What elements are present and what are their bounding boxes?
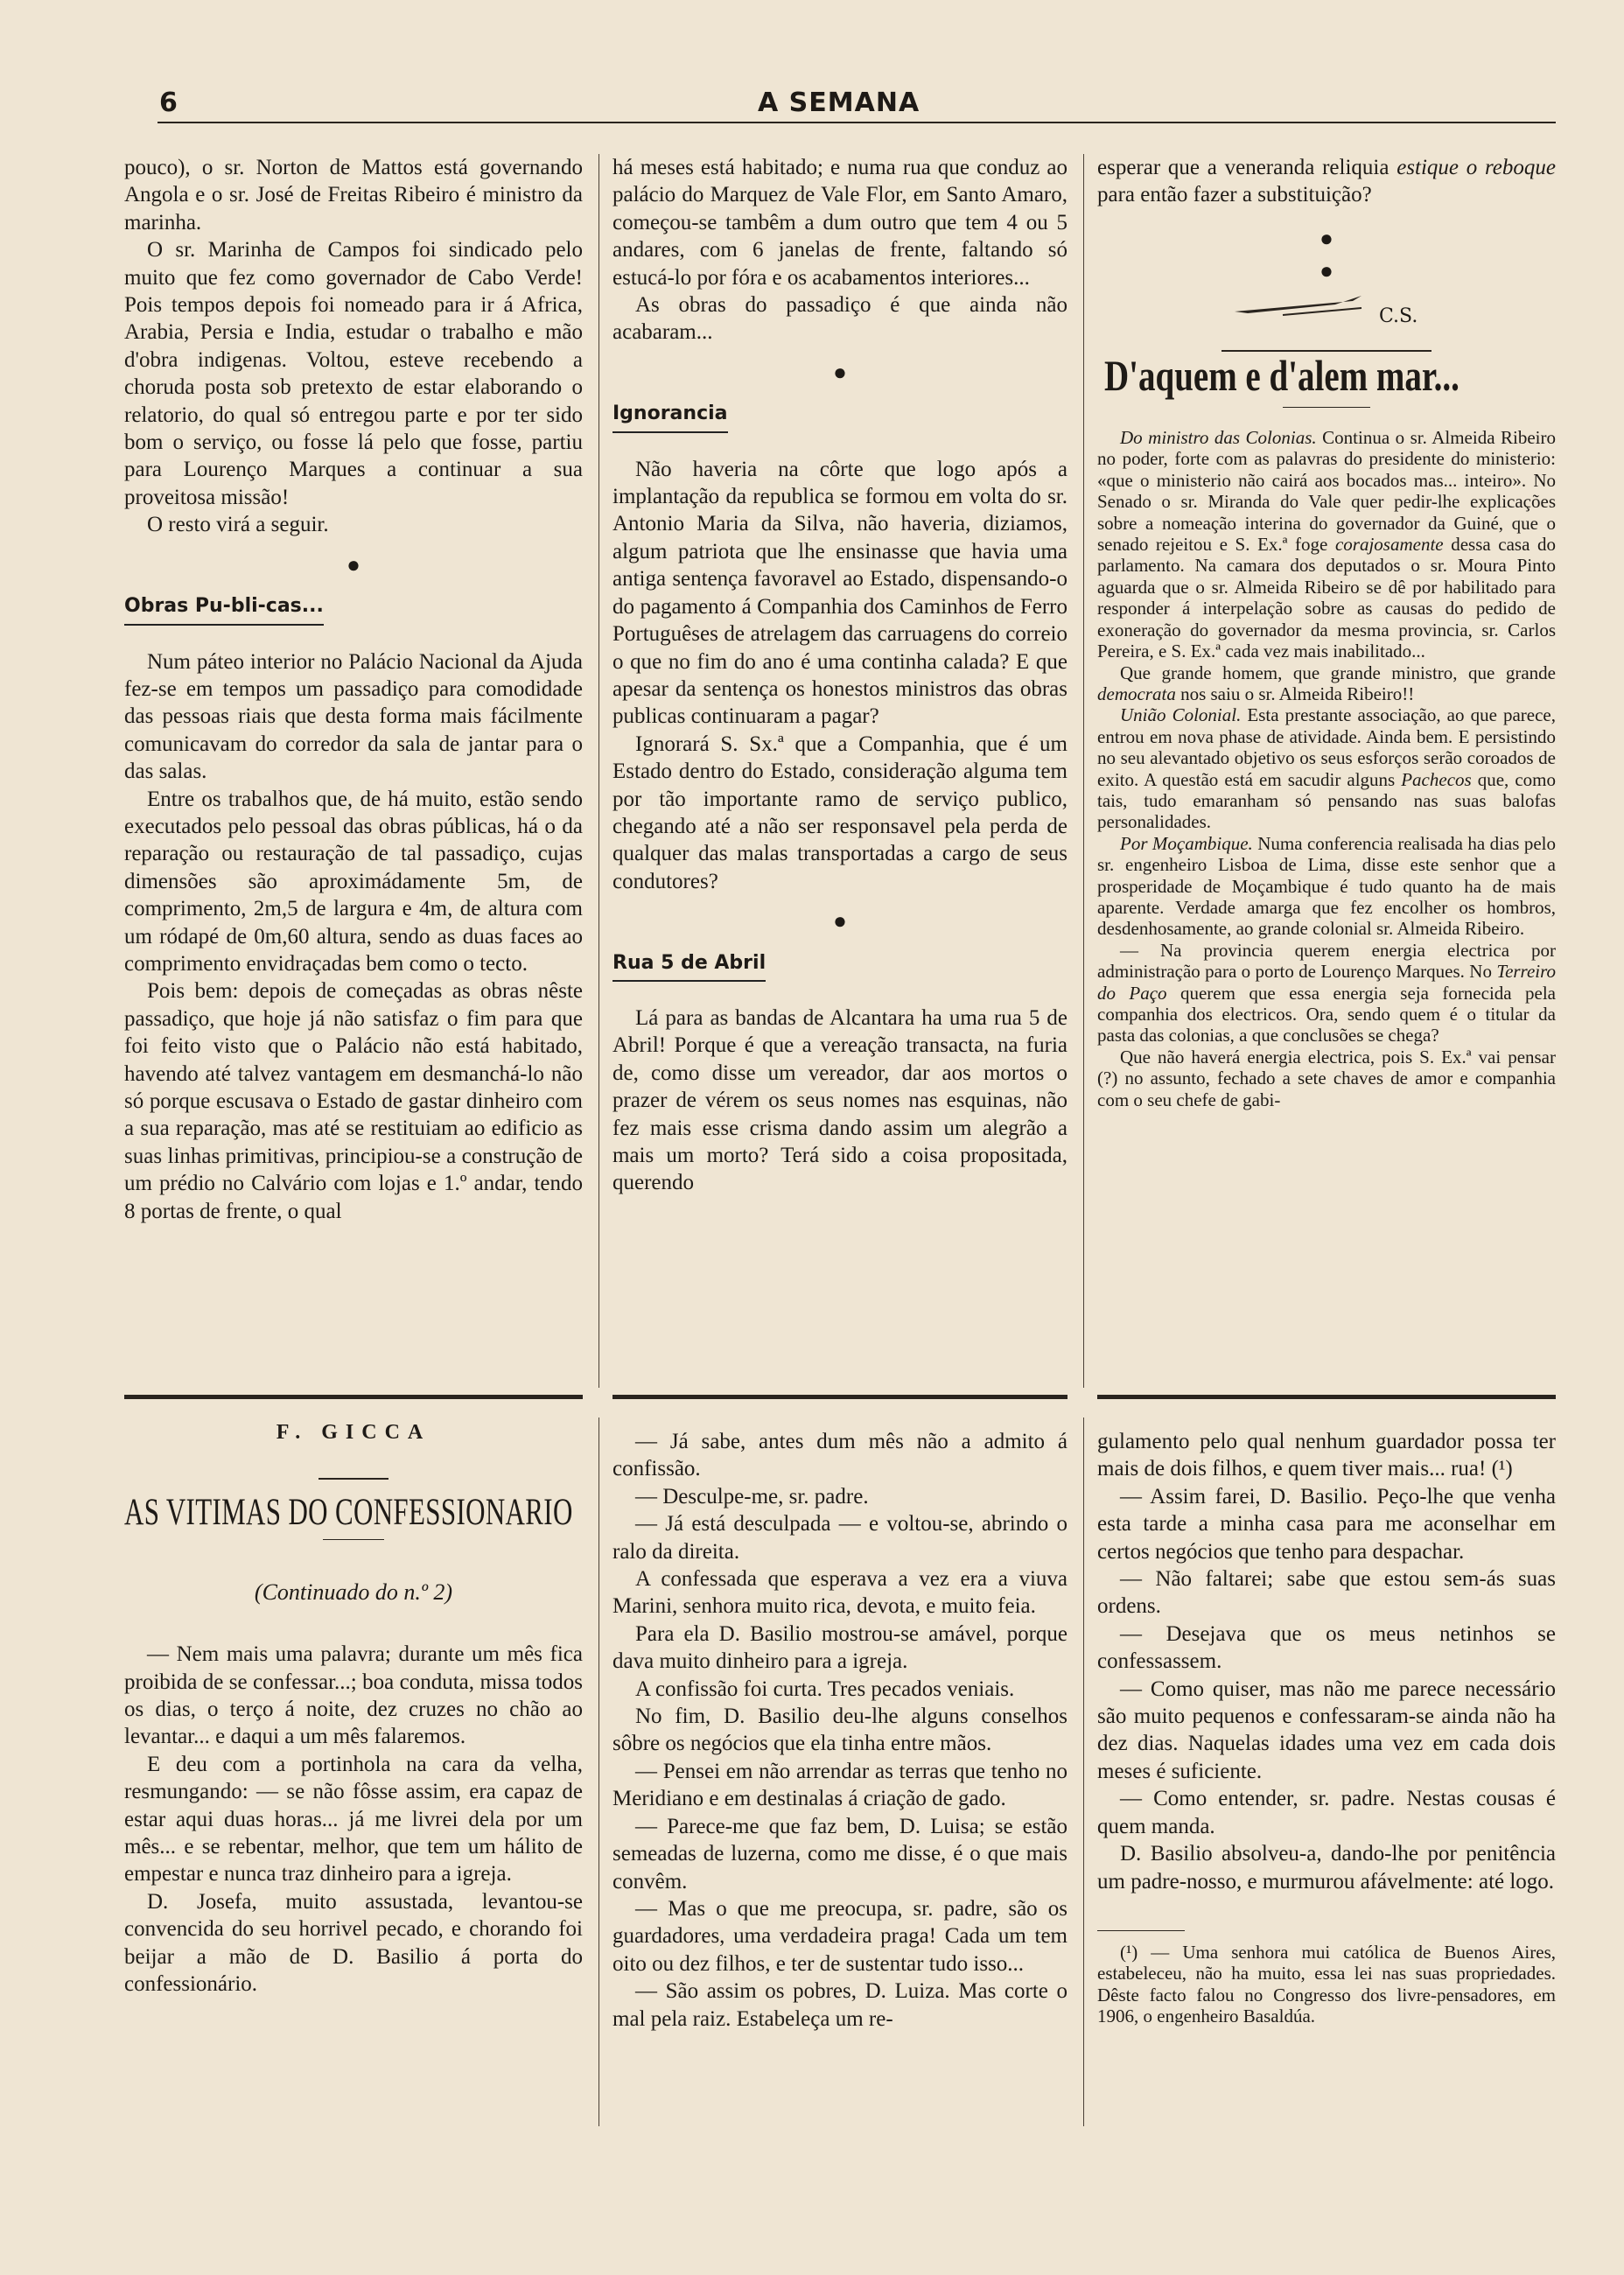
- paragraph: — Assim farei, D. Basilio. Peço-lhe que venha esta tarde a minha casa para me aconselhar em certos negócios que tenho para despachar.: [1097, 1484, 1556, 1564]
- section-rule: [1097, 1395, 1556, 1399]
- section-heading: Obras Pu-bli-cas...: [124, 587, 583, 648]
- signature: C.S.: [1379, 304, 1418, 327]
- paragraph: A confessada que esperava a vez era a viuva Marini, senhora muito rica, devota, e muito feia.: [612, 1567, 1068, 1619]
- bullet-separator: ●: [1320, 258, 1334, 284]
- paragraph: — Como entender, sr. padre. Nestas cousas é quem manda.: [1097, 1787, 1556, 1838]
- paragraph: A confissão foi curta. Tres pecados veniais.: [635, 1676, 1015, 1701]
- masthead: A SEMANA: [758, 88, 920, 118]
- story-title: AS VITIMAS DO CONFESSIONARIO: [124, 1492, 573, 1534]
- paragraph: — Parece-me que faz bem, D. Luisa; se estão semeadas de luzerna, como me disse, é o que mais convêm.: [612, 1814, 1068, 1894]
- column-divider: [598, 1418, 599, 2126]
- story-column-3: [1097, 1428, 1556, 2027]
- flourish-ornament: [1230, 292, 1370, 318]
- paragraph: D. Basilio absolveu-a, dando-lhe por penitência um padre-nosso, e murmurou afávelmente: até logo.: [1097, 1842, 1556, 1894]
- paragraph: Lá para as bandas de Alcantara ha uma rua 5 de Abril! Porque é que a vereação transacta, na furia de, como disse um vereador, dar aos mortos o prazer de vérem os seus nomes nas esquinas, não fez mais esse crisma dando assim um alegrão a mais um morto? Terá sido a coisa propositada, querendo: [612, 1005, 1068, 1195]
- bullet-separator: ●: [833, 908, 847, 934]
- paragraph: pouco), o sr. Norton de Mattos está governando Angola e o sr. José de Freitas Ribeiro é ministro da marinha.: [124, 156, 583, 234]
- bullet-separator: ●: [833, 359, 847, 385]
- column-divider: [598, 154, 599, 1388]
- paragraph: Ignorará S. Sx.ª que a Companhia, que é um Estado dentro do Estado, consideração alguma tem por tão importante ramo de serviço publico, chegando até a não ser responsavel pela perda de qualquer das malas transportadas a cargo de seus condutores?: [612, 732, 1068, 893]
- section-heading: Rua 5 de Abril: [612, 944, 1068, 1004]
- brief-item: — Na provincia querem energia electrica por administração para o porto de Lourenço Marques. No Terreiro do Paço querem que essa energia seja fornecida pela companhia dos electricos. Ora, sendo quem é o titular da pasta das colonias, a que conclusões se chega?: [1097, 939, 1556, 1046]
- story-column-2: [612, 1428, 1068, 2033]
- paragraph: Para ela D. Basilio mostrou-se amável, porque dava muito dinheiro para a igreja.: [612, 1621, 1068, 1674]
- paragraph: E deu com a portinhola na cara da velha, resmungando: — se não fôsse assim, era capaz de estar aqui duas horas... já me livrei dela por um mês... e se rebentar, melhor, que tem um hálito de empestar e nunca traz dinheiro para a igreja.: [124, 1752, 583, 1886]
- bullet-separator: ●: [346, 551, 360, 578]
- paragraph: As obras do passadiço é que ainda não acabaram...: [612, 293, 1068, 345]
- paragraph: Não haveria na côrte que logo após a implantação da republica se formou em volta do sr. Antonio Maria da Silva, não haveria, diziamos, algum patriota que lhe ensinasse que havia uma antiga sentença favoravel ao Estado, dispensando-o do pagamento á Companhia dos Caminhos de Ferro Portuguêses de atrelagem das carruagens do correio o que no fim do ano é uma continha calada? E que apesar da sentença os honestos ministros das obras publicas continuaram a pagar?: [612, 457, 1068, 729]
- paragraph: — Desculpe-me, sr. padre.: [635, 1484, 869, 1508]
- news-briefs: [1097, 427, 1556, 1110]
- paragraph: — Já sabe, antes dum mês não a admito á confissão.: [612, 1430, 1068, 1481]
- story-author: F. GICCA: [276, 1421, 431, 1444]
- paragraph: — Desejava que os meus netinhos se confessassem.: [1097, 1621, 1556, 1674]
- heading-rule: [323, 1539, 384, 1540]
- section-heading: Ignorancia: [612, 395, 1068, 455]
- header-rule: [158, 122, 1556, 123]
- footnote-rule: [1097, 1930, 1185, 1931]
- paragraph: — Não faltarei; sabe que estou sem-ás suas ordens.: [1097, 1567, 1556, 1619]
- paragraph: gulamento pelo qual nenhum guardador possa ter mais de dois filhos, e quem tiver mais... rua! (¹): [1097, 1430, 1556, 1481]
- column-1: [124, 154, 583, 1225]
- footnote: (¹) — Uma senhora mui católica de Buenos Aires, estabeleceu, não ha muito, essa lei nas suas propriedades. Dêste facto falou no Congresso dos livre-pensadores, em 1906, o engenheiro Basaldúa.: [1097, 1941, 1556, 2027]
- brief-item: Do ministro das Colonias. Continua o sr. Almeida Ribeiro no poder, forte com as palavras do presidente do ministerio: «que o ministerio não cairá aos bocados mas... inteiro». No Senado o sr. Miranda do Vale quer pedir-lhe explicações sobre a nomeação interina do governador da Guiné, que o senado rejeitou e S. Ex.ª foge corajosamente dessa casa do parlamento. Na camara dos deputados o sr. Moura Pinto aguarda que o sr. Almeida Ribeiro se dê por habilitado para responder á interpelação sobre as causas do pedido de exoneração do governador da mesma provincia, sr. Carlos Pereira, e S. Ex.ª cada vez mais inabilitado...: [1097, 427, 1557, 662]
- section-rule: [612, 1395, 1068, 1399]
- paragraph: No fim, D. Basilio deu-lhe alguns conselhos sôbre os negócios que ela tinha entre mãos.: [612, 1704, 1068, 1756]
- heading-rule: [318, 1478, 388, 1480]
- brief-item: Que grande homem, que grande ministro, que grande democrata nos saiu o sr. Almeida Ribeiro!!: [1097, 662, 1556, 704]
- brief-item: União Colonial. Esta prestante associação, ao que parece, entrou em nova phase de atividade. Ainda bem. E persistindo no seu alevantado objetivo os seus esforços serão coroados de exito. A questão está em sacudir alguns Pachecos que, como tais, tudo emaranham só pensando nas suas balofas personalidades.: [1097, 704, 1556, 833]
- column-divider: [1083, 1418, 1084, 2126]
- flourish-signature: [1097, 290, 1556, 331]
- paragraph: D. Josefa, muito assustada, levantou-se convencida do seu horrivel pecado, e chorando foi beijar a mão de D. Basilio á porta do confessionário.: [124, 1889, 583, 1997]
- paragraph: há meses está habitado; e numa rua que conduz ao palácio do Marquez de Vale Flor, em Santo Amaro, começou-se tambêm a dum outro que tem 4 ou 5 andares, com 6 janelas de frente, faltando só estucá-lo por fóra e os acabamentos interiores...: [612, 156, 1068, 290]
- paragraph: esperar que a veneranda reliquia estique o reboque para então fazer a substituição?: [1097, 156, 1556, 207]
- paragraph: Pois bem: depois de começadas as obras nêste passadiço, que hoje já não satisfaz o fim para que foi feito visto que o Palácio não está habitado, havendo até talvez vantagem em desmanchá-lo não só porque escusava o Estado de gastar dinheiro com a sua reparação, mas até se restituiam ao edificio as suas linhas primitivas, principiou-se a construção de um prédio no Calvário com lojas e 1.º andar, tendo 8 portas de frente, o qual: [124, 979, 583, 1223]
- column-divider: [1083, 154, 1084, 1388]
- story-column-1: [124, 1419, 583, 1998]
- section-title: D'aquem e d'alem mar...: [1104, 350, 1460, 400]
- paragraph: — São assim os pobres, D. Luiza. Mas corte o mal pela raiz. Estabeleça um re-: [612, 1979, 1068, 2031]
- paragraph: O sr. Marinha de Campos foi sindicado pelo muito que fez como governador de Cabo Verde! Pois tempos depois foi nomeado para ir á Africa, Arabia, Persia e India, estudar o trabalho e mão d'obra indigenas. Voltou, esteve recebendo a choruda posta sob pretexto de estar elaborando o relatorio, do qual só entregou parte e por ter sido bom o serviço, ou fosse lá pelo que fosse, partiu para Lourenço Marques a continuar a sua proveitosa missão!: [124, 238, 583, 509]
- page-number: 6: [159, 88, 178, 118]
- heading-rule: [1283, 407, 1370, 408]
- paragraph: — Já está desculpada — e voltou-se, abrindo o ralo da direita.: [612, 1512, 1068, 1564]
- paragraph: Entre os trabalhos que, de há muito, estão sendo executados pelo pessoal das obras públicas, há o da reparação ou restauração de tal passadiço, cujas dimensões são aproximádamente 5m, de comprimento, 2m,5 de largura e 4m, de altura com um ródapé de 0m,60 altura, sendo as duas faces ao comprimento envidraçadas bem como o tecto.: [124, 787, 583, 976]
- section-rule: [124, 1395, 583, 1399]
- paragraph: O resto virá a seguir.: [147, 513, 329, 537]
- paragraph: — Nem mais uma palavra; durante um mês fica proibida de se confessar...; boa conduta, missa todos os dias, o terço á noite, dez cruzes no chão ao levantar... e daqui a um mês falaremos.: [124, 1642, 583, 1749]
- paragraph: — Pensei em não arrendar as terras que tenho no Meridiano e em destinalas á criação de gado.: [612, 1759, 1068, 1811]
- column-3: [1097, 154, 1556, 1110]
- paragraph: Num páteo interior no Palácio Nacional da Ajuda fez-se em tempos um passadiço para comodidade das pessoas riais que desta forma mais fácilmente comunicavam do corredor da sala de jantar para o das salas.: [124, 649, 583, 784]
- paragraph: — Como quiser, mas não me parece necessário são muito pequenos e confessaram-se ainda não ha dez dias. Naquelas idades uma vez em cada dois meses é suficiente.: [1097, 1676, 1556, 1783]
- paragraph: — Mas o que me preocupa, sr. padre, são os guardadores, uma verdadeira praga! Cada um tem oito ou dez filhos, e ter de sustentar tudo isso...: [612, 1896, 1068, 1976]
- brief-item: Por Moçambique. Numa conferencia realisada ha dias pelo sr. engenheiro Lisboa de Lima, disse este senhor que a prosperidade de Moçambique é tudo quanto ha de mais aparente. Verdade amarga que fez encolher os hombros, desdenhosamente, ao grande colonial sr. Almeida Ribeiro.: [1097, 832, 1556, 940]
- continued-note: (Continuado do n.º 2): [254, 1578, 453, 1605]
- column-2: [612, 154, 1068, 1197]
- bullet-separator: ●: [1320, 225, 1334, 251]
- brief-item: Que não haverá energia electrica, pois S. Ex.ª vai pensar (?) no assunto, fechado a sete chaves de amor e companhia com o seu chefe de gabi-: [1097, 1046, 1556, 1110]
